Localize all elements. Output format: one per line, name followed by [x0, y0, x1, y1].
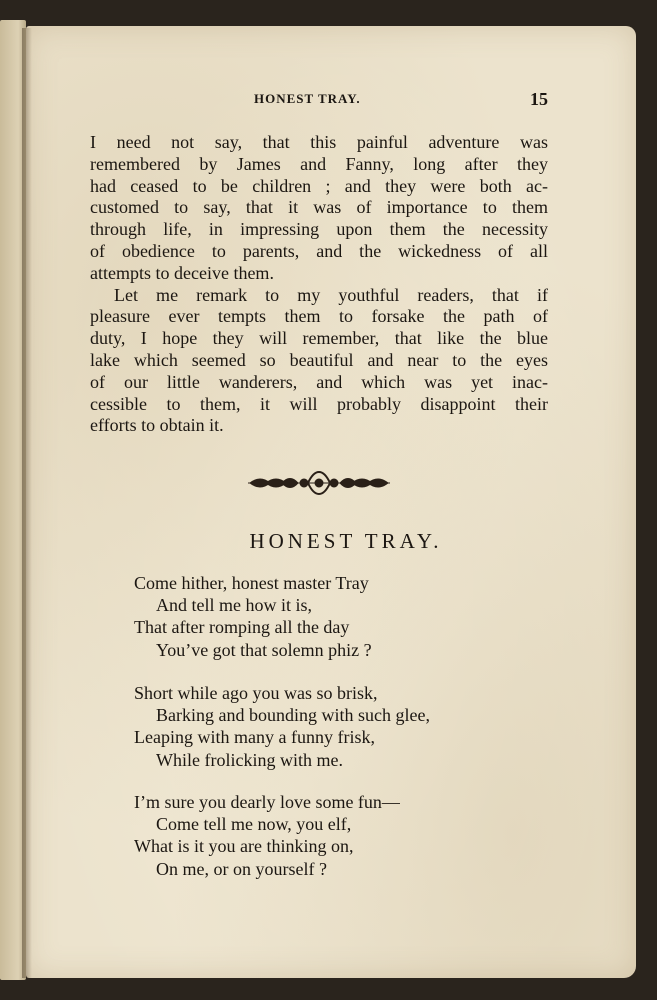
prose-line: efforts to obtain it. [90, 415, 224, 436]
book-page [26, 26, 636, 978]
prose-line: lake which seemed so beautiful and near to the eyes [90, 349, 548, 370]
running-title: HONEST TRAY. [254, 91, 361, 106]
verse-line: Short while ago you was so brisk, [134, 683, 378, 703]
verse-line: On me, or on yourself ? [156, 858, 327, 879]
verse-line: That after romping all the day [134, 617, 350, 638]
floral-scroll-ornament-icon [248, 470, 390, 496]
prose-line: I need not say, that this painful adventure was [90, 132, 548, 152]
poem-stanza [134, 791, 400, 880]
prose-line: pleasure ever tempts them to forsake the path of [90, 306, 548, 327]
prose-line: through life, in impressing upon them the necessity [90, 219, 548, 240]
prose-line: had ceased to be children ; and they were both ac- [90, 175, 548, 196]
verse-line: I’m sure you dearly love some fun— [134, 792, 400, 812]
verse-line: Barking and bounding with such glee, [156, 705, 430, 726]
prose-line: of our little wanderers, and which was yet inac- [90, 371, 548, 392]
verse-line: And tell me how it is, [156, 595, 312, 616]
prose-line: attempts to deceive them. [90, 262, 274, 283]
verse-line: While frolicking with me. [156, 749, 343, 770]
binding-gutter [22, 28, 32, 978]
prose-line: duty, I hope they will remember, that like the blue [90, 328, 548, 349]
verse-line: Leaping with many a funny frisk, [134, 727, 375, 748]
prose-line: customed to say, that it was of importance to them [90, 197, 548, 218]
verse-line: What is it you are thinking on, [134, 836, 354, 857]
poem-stanza [134, 682, 430, 771]
verse-line: Come tell me now, you elf, [156, 814, 352, 835]
verse-line: Come hither, honest master Tray [134, 573, 369, 593]
page-number: 15 [530, 89, 548, 109]
poem-stanza [134, 572, 372, 661]
prose-block [90, 132, 548, 437]
prose-line: Let me remark to my youthful readers, that if [114, 284, 548, 305]
prose-line: of obedience to parents, and the wickedness of all [90, 240, 548, 261]
poem-title: HONEST TRAY. [249, 529, 443, 553]
prose-line: remembered by James and Fanny, long after they [90, 153, 548, 174]
prose-line: cessible to them, it will probably disappoint their [90, 393, 548, 414]
verse-line: You’ve got that solemn phiz ? [156, 639, 372, 660]
